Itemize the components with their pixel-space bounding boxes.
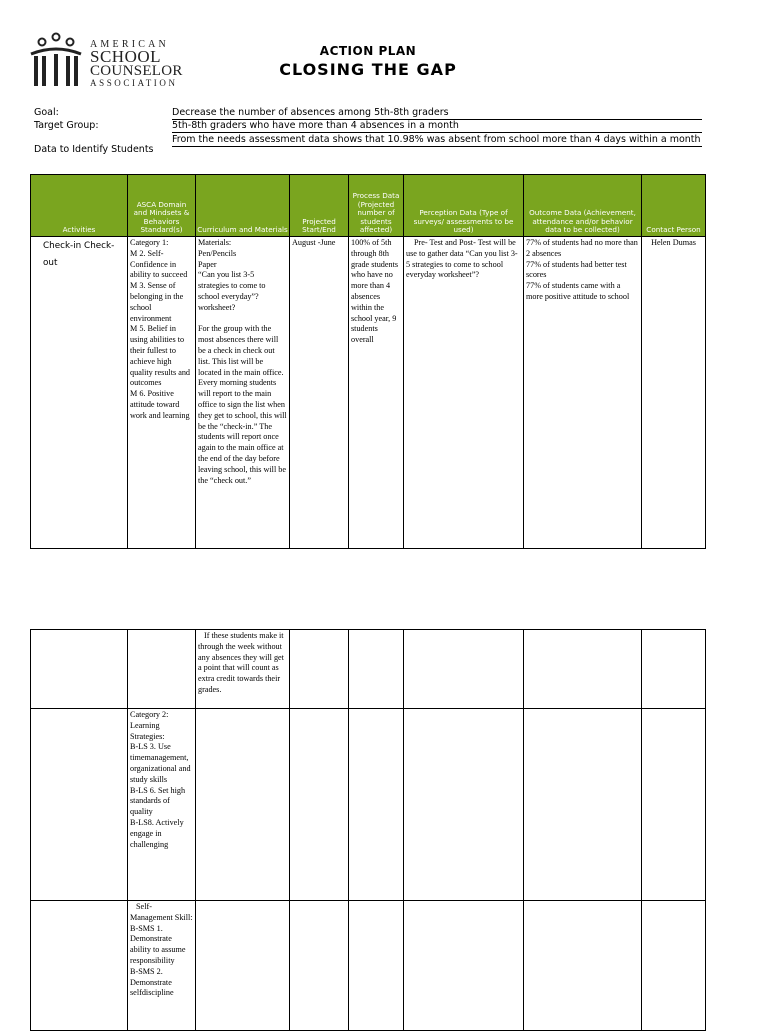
page-title: ACTION PLAN: [319, 44, 417, 58]
page-subtitle: CLOSING THE GAP: [279, 60, 457, 79]
header-perception-data: Perception Data (Type of surveys/ assessments to be used): [404, 175, 524, 237]
target-group-label: Target Group:: [34, 120, 99, 131]
cell-perception: [404, 709, 524, 901]
cell-outcome: [524, 709, 642, 901]
header-outcome-data: Outcome Data (Achievement, attendance and/or behavior data to be collected): [524, 175, 642, 237]
logo-line-american: AMERICAN: [90, 39, 169, 50]
table-header-row: [31, 175, 706, 237]
header-asca-domain: ASCA Domain and Mindsets & Behaviors Standard(s): [128, 175, 196, 237]
header-process-data: Process Data (Projected number of students affected): [349, 175, 404, 237]
data-identify-value: From the needs assessment data shows that 10.98% was absent from school more than 4 days within a month: [172, 134, 701, 145]
cell-start-end: [290, 630, 349, 709]
action-plan-table: [30, 174, 706, 549]
cell-curriculum: If these students make it through the week without any absences they will get a point that will count as extra credit towards their grades.: [196, 630, 290, 709]
logo-line-school: SCHOOL: [90, 47, 162, 66]
table-row: [31, 630, 706, 709]
cell-domain: [128, 630, 196, 709]
cell-outcome: [524, 630, 642, 709]
cell-start-end: [290, 901, 349, 1031]
cell-activity: [31, 709, 128, 901]
cell-activity: [31, 630, 128, 709]
cell-domain: Category 1: M 2. Self-Confidence in ability to succeed M 3. Sense of belonging in the school environment M 5. Belief in using abilities to their fullest to achieve high quality results and outcomes M 6. Positive attitude toward work and learning: [128, 237, 196, 549]
cell-domain: Category 2: Learning Strategies: B-LS 3. Use timemanagement, organizational and study skills B-LS 6. Set high standards of quality B-LS8. Actively engage in challenging: [128, 709, 196, 901]
action-plan-table-continued: [30, 629, 706, 1031]
cell-start-end: August -June: [290, 237, 349, 549]
cell-process: [349, 901, 404, 1031]
cell-perception: [404, 901, 524, 1031]
data-identify-label: Data to Identify Students: [34, 144, 154, 155]
header-start-end: Projected Start/End: [290, 175, 349, 237]
cell-perception: [404, 630, 524, 709]
cell-process: 100% of 5th through 8th grade students who have no more than 4 absences within the school year, 9 students overall: [349, 237, 404, 549]
cell-start-end: [290, 709, 349, 901]
cell-outcome: 77% of students had no more than 2 absences 77% of students had better test scores 77% of students came with a more positive attitude to school: [524, 237, 642, 549]
header-activities: Activities: [31, 175, 128, 237]
cell-contact: [642, 901, 706, 1031]
goal-value: Decrease the number of absences among 5th-8th graders: [172, 107, 702, 120]
cell-curriculum: Materials: Pen/Pencils Paper “Can you list 3-5 strategies to come to school everyday”? worksheet? For the group with the most absences there will be a check in check out list. This list will be located in the main office. Every morning students will report to the main office to sign the list when they get to school, this will be the “check-in.” The students will report once again to the main office at the end of the day before leaving school, this will be the “check out.”: [196, 237, 290, 549]
table-row: [31, 709, 706, 901]
cell-contact: [642, 709, 706, 901]
logo-line-association: ASSOCIATION: [90, 78, 178, 88]
cell-activity: [31, 901, 128, 1031]
cell-process: [349, 630, 404, 709]
goal-label: Goal:: [34, 107, 59, 118]
table-row: [31, 901, 706, 1031]
cell-curriculum: [196, 709, 290, 901]
cell-outcome: [524, 901, 642, 1031]
cell-perception: Pre- Test and Post- Test will be use to gather data “Can you list 3-5 strategies to come to school everyday worksheet”?: [404, 237, 524, 549]
table-row: [31, 237, 706, 549]
cell-contact: Helen Dumas: [642, 237, 706, 549]
cell-domain: Self-Management Skill: B-SMS 1. Demonstrate ability to assume responsibility B-SMS 2. Demonstrate selfdiscipline: [128, 901, 196, 1031]
logo-line-counselor: COUNSELOR: [90, 63, 183, 79]
cell-process: [349, 709, 404, 901]
header-contact: Contact Person: [642, 175, 706, 237]
cell-activity: Check-in Check-out: [31, 237, 128, 549]
header-curriculum: Curriculum and Materials: [196, 175, 290, 237]
target-group-value: 5th-8th graders who have more than 4 absences in a month: [172, 120, 702, 133]
cell-contact: [642, 630, 706, 709]
cell-curriculum: [196, 901, 290, 1031]
